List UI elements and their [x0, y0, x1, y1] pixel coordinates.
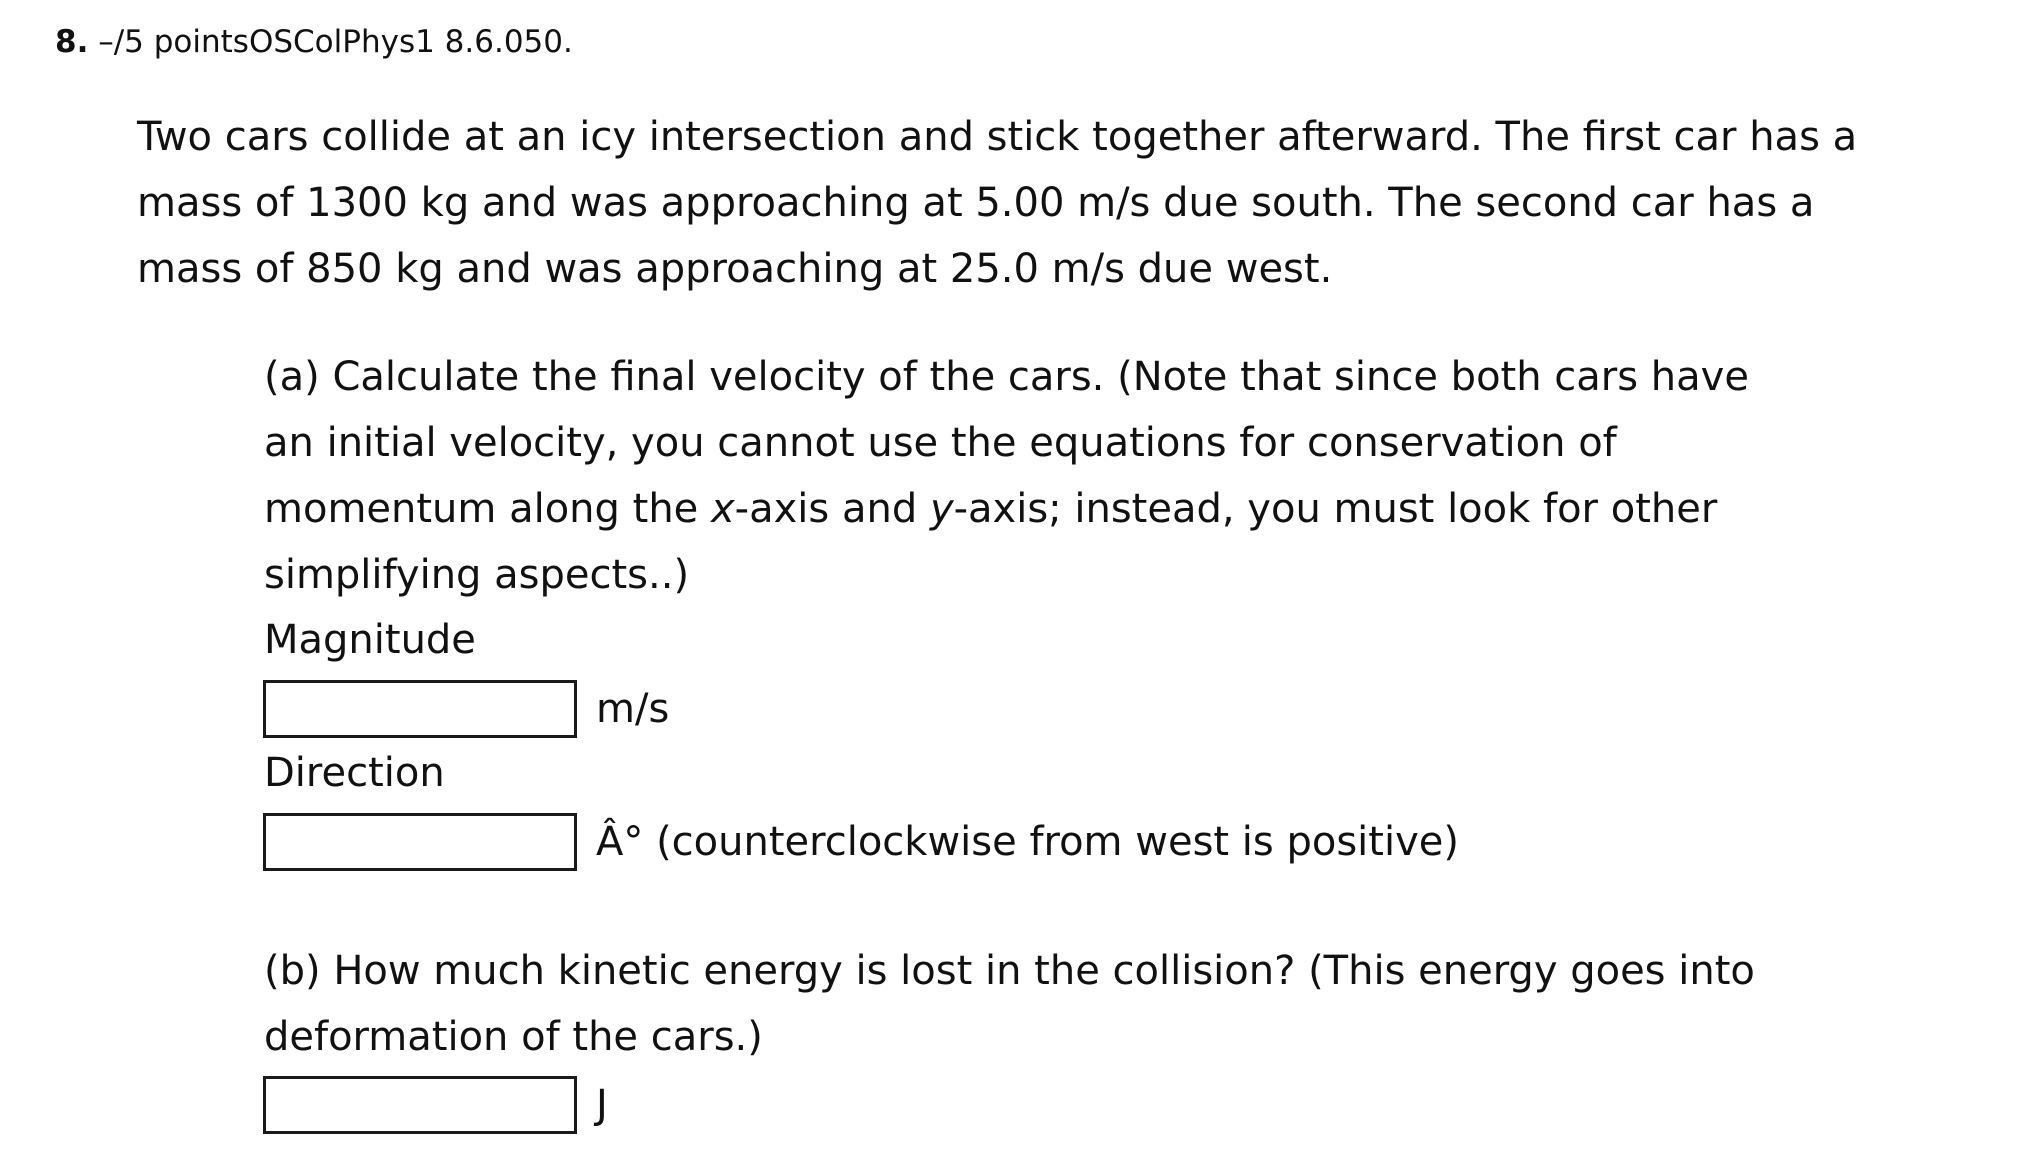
energy-unit: J	[596, 1082, 608, 1128]
part-a-text: -axis; instead, you must look for other	[953, 486, 1718, 532]
question-points: –/5 points	[98, 24, 249, 60]
part-a-line	[264, 476, 1749, 542]
part-a-question	[264, 344, 1749, 608]
magnitude-input[interactable]	[263, 680, 577, 738]
magnitude-label: Magnitude	[264, 617, 476, 663]
part-a-text: -axis and	[734, 486, 930, 532]
energy-lost-input[interactable]	[263, 1076, 577, 1134]
x-axis-variable: x	[711, 486, 735, 532]
part-b-line: deformation of the cars.)	[264, 1014, 763, 1060]
direction-label: Direction	[264, 750, 445, 796]
question-number: 8.	[55, 24, 89, 60]
problem-line: mass of 1300 kg and was approaching at 5.00 m/s due south. The second car has a	[137, 180, 1815, 226]
direction-unit: Â° (counterclockwise from west is positive)	[596, 819, 1459, 865]
question-reference: OSColPhys1 8.6.050.	[248, 24, 573, 60]
part-a-line: (a) Calculate the final velocity of the cars. (Note that since both cars have	[264, 354, 1749, 400]
part-b-line: (b) How much kinetic energy is lost in the collision? (This energy goes into	[264, 948, 1755, 994]
question-header	[55, 22, 573, 62]
direction-input[interactable]	[263, 813, 577, 871]
part-a-line: simplifying aspects..)	[264, 552, 690, 598]
part-a-line: an initial velocity, you cannot use the equations for conservation of	[264, 420, 1617, 466]
problem-line: Two cars collide at an icy intersection and stick together afterward. The first car has a	[137, 114, 1858, 160]
problem-line: mass of 850 kg and was approaching at 25.0 m/s due west.	[137, 246, 1333, 292]
magnitude-unit: m/s	[596, 686, 670, 732]
problem-statement	[137, 104, 2017, 302]
y-axis-variable: y	[929, 486, 954, 532]
part-b-question	[264, 938, 1755, 1070]
part-a-text: momentum along the	[264, 486, 711, 532]
